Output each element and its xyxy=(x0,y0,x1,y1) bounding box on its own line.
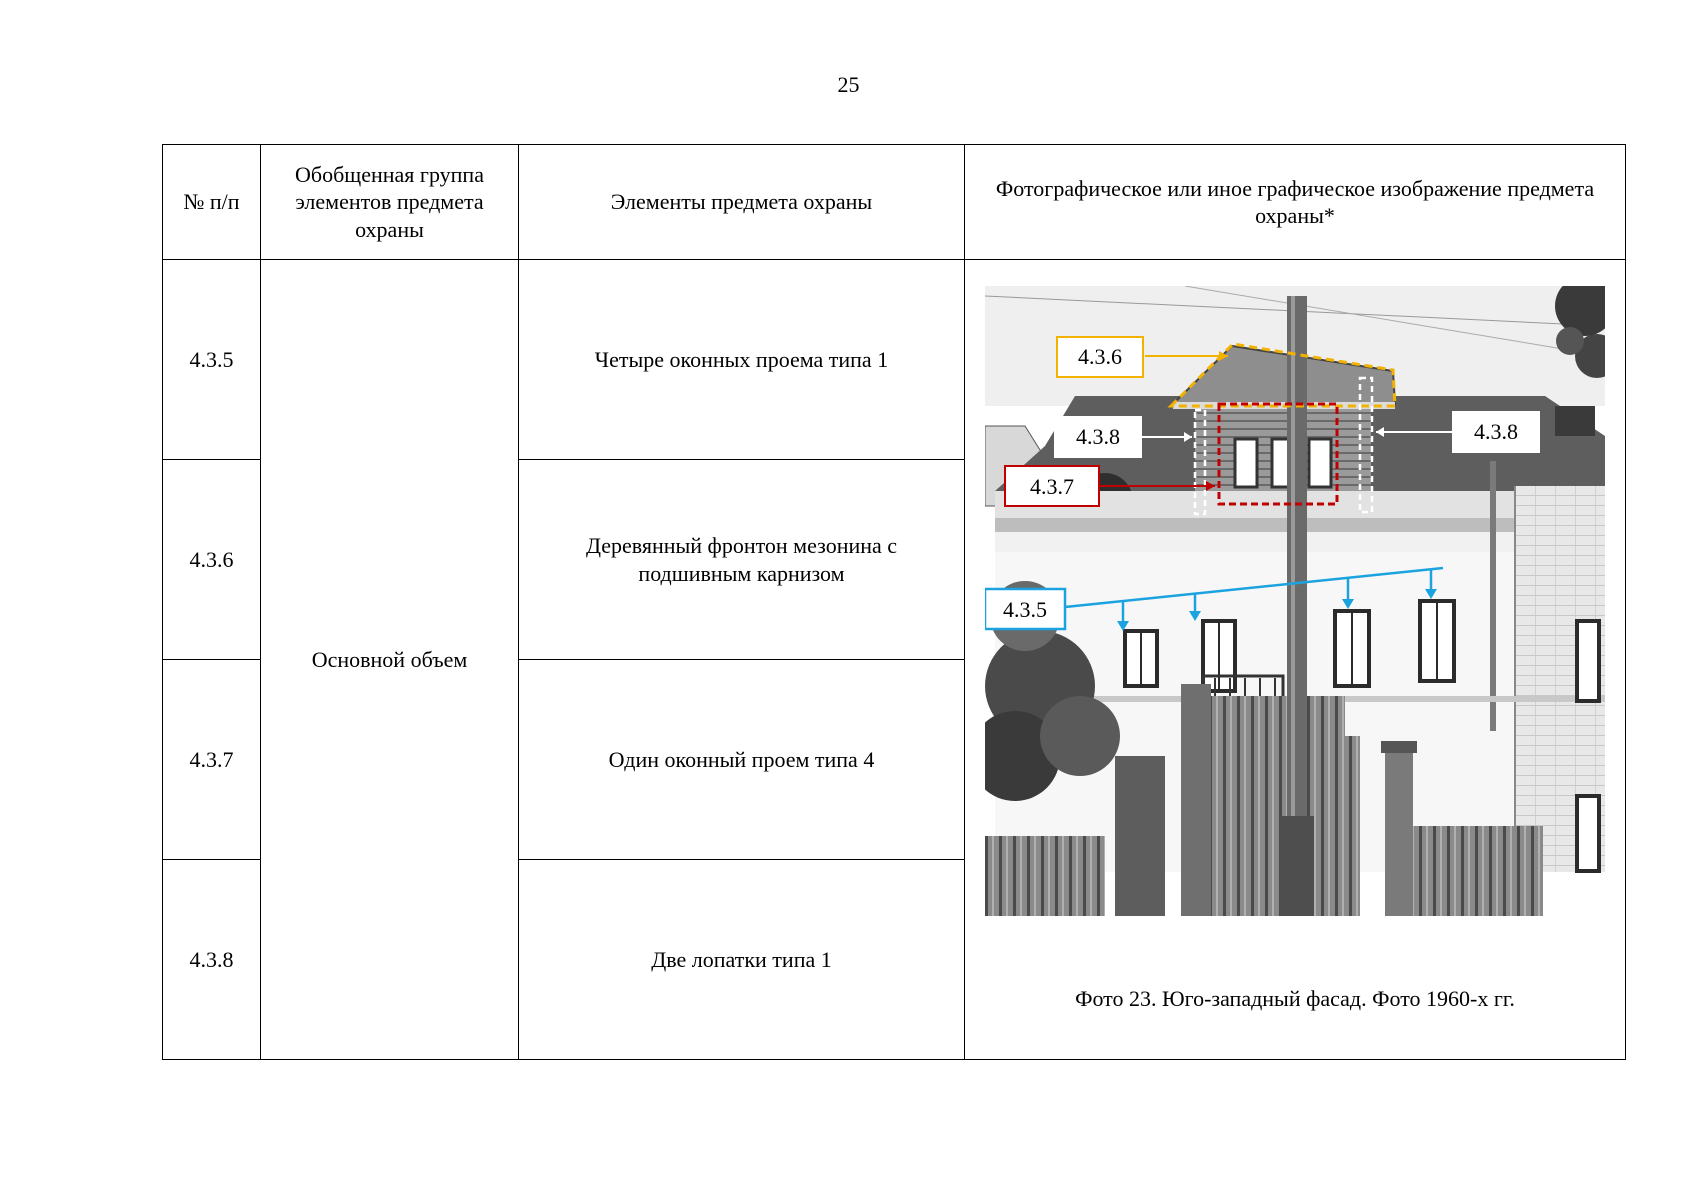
label-4-3-8-right: 4.3.8 xyxy=(1474,419,1518,444)
row-element: Один оконный проем типа 4 xyxy=(519,660,965,860)
row-element: Две лопатки типа 1 xyxy=(519,860,965,1060)
row-num: 4.3.8 xyxy=(163,860,261,1060)
header-num: № п/п xyxy=(163,145,261,260)
protection-table xyxy=(162,144,1626,1060)
header-elements: Элементы предмета охраны xyxy=(519,145,965,260)
row-element: Деревянный фронтон мезонина с подшивным карнизом xyxy=(519,460,965,660)
row-num: 4.3.7 xyxy=(163,660,261,860)
photo-caption: Фото 23. Юго-западный фасад. Фото 1960-х гг. xyxy=(1075,986,1515,1011)
photo-cell xyxy=(965,260,1626,1060)
label-4-3-5: 4.3.5 xyxy=(1003,597,1047,622)
label-4-3-7: 4.3.7 xyxy=(1030,474,1074,499)
table-row xyxy=(163,260,1626,460)
label-4-3-8-left: 4.3.8 xyxy=(1076,424,1120,449)
label-4-3-6: 4.3.6 xyxy=(1078,344,1122,369)
facade-photo xyxy=(985,286,1605,952)
row-num: 4.3.6 xyxy=(163,460,261,660)
header-row xyxy=(163,145,1626,260)
page-number: 25 xyxy=(837,72,860,97)
row-element: Четыре оконных проема типа 1 xyxy=(519,260,965,460)
header-group: Обобщенная группа элементов предмета охраны xyxy=(261,145,519,260)
header-photo: Фотографическое или иное графическое изображение предмета охраны* xyxy=(965,145,1626,260)
row-num: 4.3.5 xyxy=(163,260,261,460)
group-cell: Основной объем xyxy=(261,260,519,1060)
